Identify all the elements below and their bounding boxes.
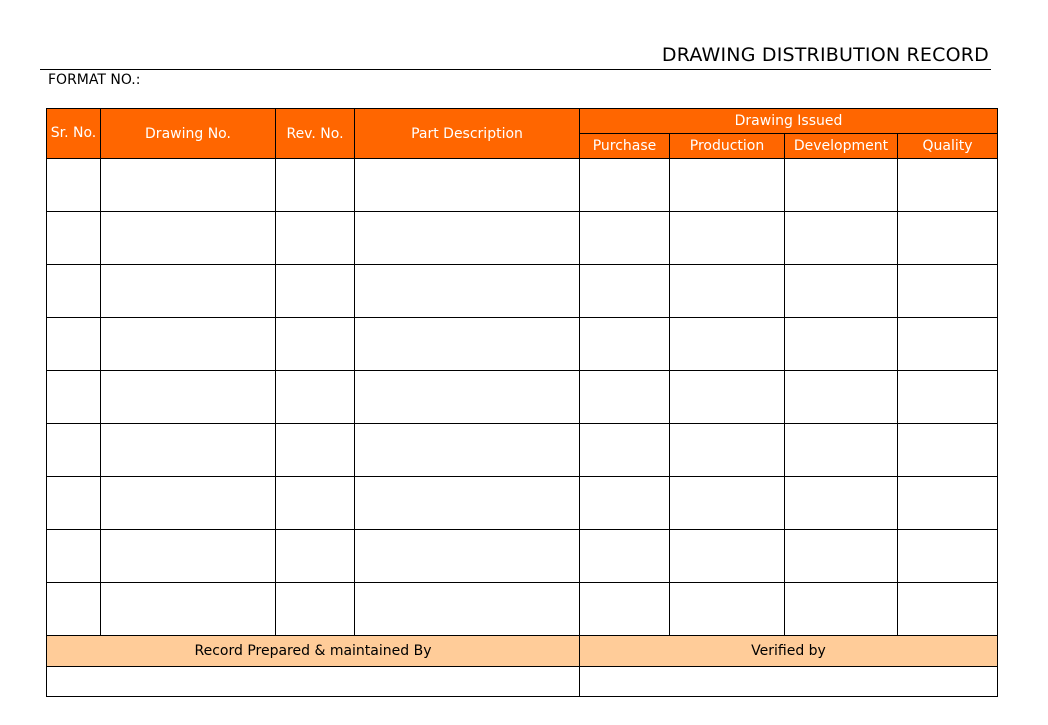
cell-part-description[interactable] — [355, 477, 580, 530]
footer-verified-by-label: Verified by — [580, 636, 998, 667]
cell-production[interactable] — [670, 212, 785, 265]
cell-sr-no[interactable] — [47, 477, 101, 530]
header-drawing-issued: Drawing Issued — [580, 109, 998, 134]
cell-sr-no[interactable] — [47, 371, 101, 424]
footer-prepared-by-label: Record Prepared & maintained By — [47, 636, 580, 667]
cell-sr-no[interactable] — [47, 424, 101, 477]
cell-drawing-no[interactable] — [101, 477, 276, 530]
cell-drawing-no[interactable] — [101, 530, 276, 583]
header-part-description: Part Description — [355, 109, 580, 159]
header-purchase: Purchase — [580, 134, 670, 159]
title-divider — [40, 69, 991, 70]
cell-sr-no[interactable] — [47, 212, 101, 265]
cell-drawing-no[interactable] — [101, 583, 276, 636]
header-production: Production — [670, 134, 785, 159]
header-quality: Quality — [898, 134, 998, 159]
cell-development[interactable] — [785, 530, 898, 583]
table-row — [47, 159, 998, 212]
cell-part-description[interactable] — [355, 159, 580, 212]
cell-rev-no[interactable] — [276, 371, 355, 424]
cell-quality[interactable] — [898, 583, 998, 636]
cell-quality[interactable] — [898, 530, 998, 583]
cell-quality[interactable] — [898, 159, 998, 212]
cell-part-description[interactable] — [355, 212, 580, 265]
table-row — [47, 318, 998, 371]
cell-production[interactable] — [670, 318, 785, 371]
cell-sr-no[interactable] — [47, 265, 101, 318]
cell-purchase[interactable] — [580, 371, 670, 424]
cell-purchase[interactable] — [580, 530, 670, 583]
cell-production[interactable] — [670, 265, 785, 318]
cell-drawing-no[interactable] — [101, 318, 276, 371]
cell-drawing-no[interactable] — [101, 371, 276, 424]
table-row — [47, 424, 998, 477]
cell-rev-no[interactable] — [276, 424, 355, 477]
cell-rev-no[interactable] — [276, 212, 355, 265]
cell-part-description[interactable] — [355, 530, 580, 583]
cell-development[interactable] — [785, 424, 898, 477]
cell-development[interactable] — [785, 318, 898, 371]
cell-drawing-no[interactable] — [101, 212, 276, 265]
table-body — [47, 159, 998, 636]
header-development: Development — [785, 134, 898, 159]
cell-sr-no[interactable] — [47, 159, 101, 212]
cell-rev-no[interactable] — [276, 159, 355, 212]
cell-part-description[interactable] — [355, 265, 580, 318]
cell-development[interactable] — [785, 583, 898, 636]
cell-rev-no[interactable] — [276, 530, 355, 583]
cell-production[interactable] — [670, 477, 785, 530]
cell-rev-no[interactable] — [276, 265, 355, 318]
verified-by-signature-field[interactable] — [580, 667, 998, 697]
cell-development[interactable] — [785, 477, 898, 530]
cell-part-description[interactable] — [355, 583, 580, 636]
cell-sr-no[interactable] — [47, 530, 101, 583]
cell-purchase[interactable] — [580, 212, 670, 265]
cell-purchase[interactable] — [580, 424, 670, 477]
cell-rev-no[interactable] — [276, 318, 355, 371]
cell-production[interactable] — [670, 371, 785, 424]
header-sr-no: Sr. No. — [47, 109, 101, 159]
cell-part-description[interactable] — [355, 424, 580, 477]
table-row — [47, 265, 998, 318]
table-row — [47, 212, 998, 265]
cell-purchase[interactable] — [580, 265, 670, 318]
cell-quality[interactable] — [898, 424, 998, 477]
cell-part-description[interactable] — [355, 371, 580, 424]
cell-purchase[interactable] — [580, 318, 670, 371]
cell-development[interactable] — [785, 371, 898, 424]
table-row — [47, 583, 998, 636]
cell-production[interactable] — [670, 530, 785, 583]
cell-production[interactable] — [670, 583, 785, 636]
cell-quality[interactable] — [898, 212, 998, 265]
cell-drawing-no[interactable] — [101, 265, 276, 318]
prepared-by-signature-field[interactable] — [47, 667, 580, 697]
cell-drawing-no[interactable] — [101, 424, 276, 477]
header-drawing-no: Drawing No. — [101, 109, 276, 159]
cell-development[interactable] — [785, 212, 898, 265]
cell-part-description[interactable] — [355, 318, 580, 371]
table-row — [47, 477, 998, 530]
cell-sr-no[interactable] — [47, 583, 101, 636]
header-rev-no: Rev. No. — [276, 109, 355, 159]
cell-sr-no[interactable] — [47, 318, 101, 371]
cell-purchase[interactable] — [580, 159, 670, 212]
document-title: DRAWING DISTRIBUTION RECORD — [661, 44, 989, 66]
cell-purchase[interactable] — [580, 583, 670, 636]
table-row — [47, 371, 998, 424]
cell-production[interactable] — [670, 424, 785, 477]
cell-quality[interactable] — [898, 265, 998, 318]
cell-quality[interactable] — [898, 371, 998, 424]
cell-quality[interactable] — [898, 477, 998, 530]
cell-development[interactable] — [785, 159, 898, 212]
format-number-label: FORMAT NO.: — [48, 72, 141, 88]
cell-rev-no[interactable] — [276, 477, 355, 530]
distribution-table — [46, 108, 998, 697]
table-row — [47, 530, 998, 583]
cell-development[interactable] — [785, 265, 898, 318]
cell-purchase[interactable] — [580, 477, 670, 530]
cell-rev-no[interactable] — [276, 583, 355, 636]
cell-quality[interactable] — [898, 318, 998, 371]
cell-drawing-no[interactable] — [101, 159, 276, 212]
cell-production[interactable] — [670, 159, 785, 212]
